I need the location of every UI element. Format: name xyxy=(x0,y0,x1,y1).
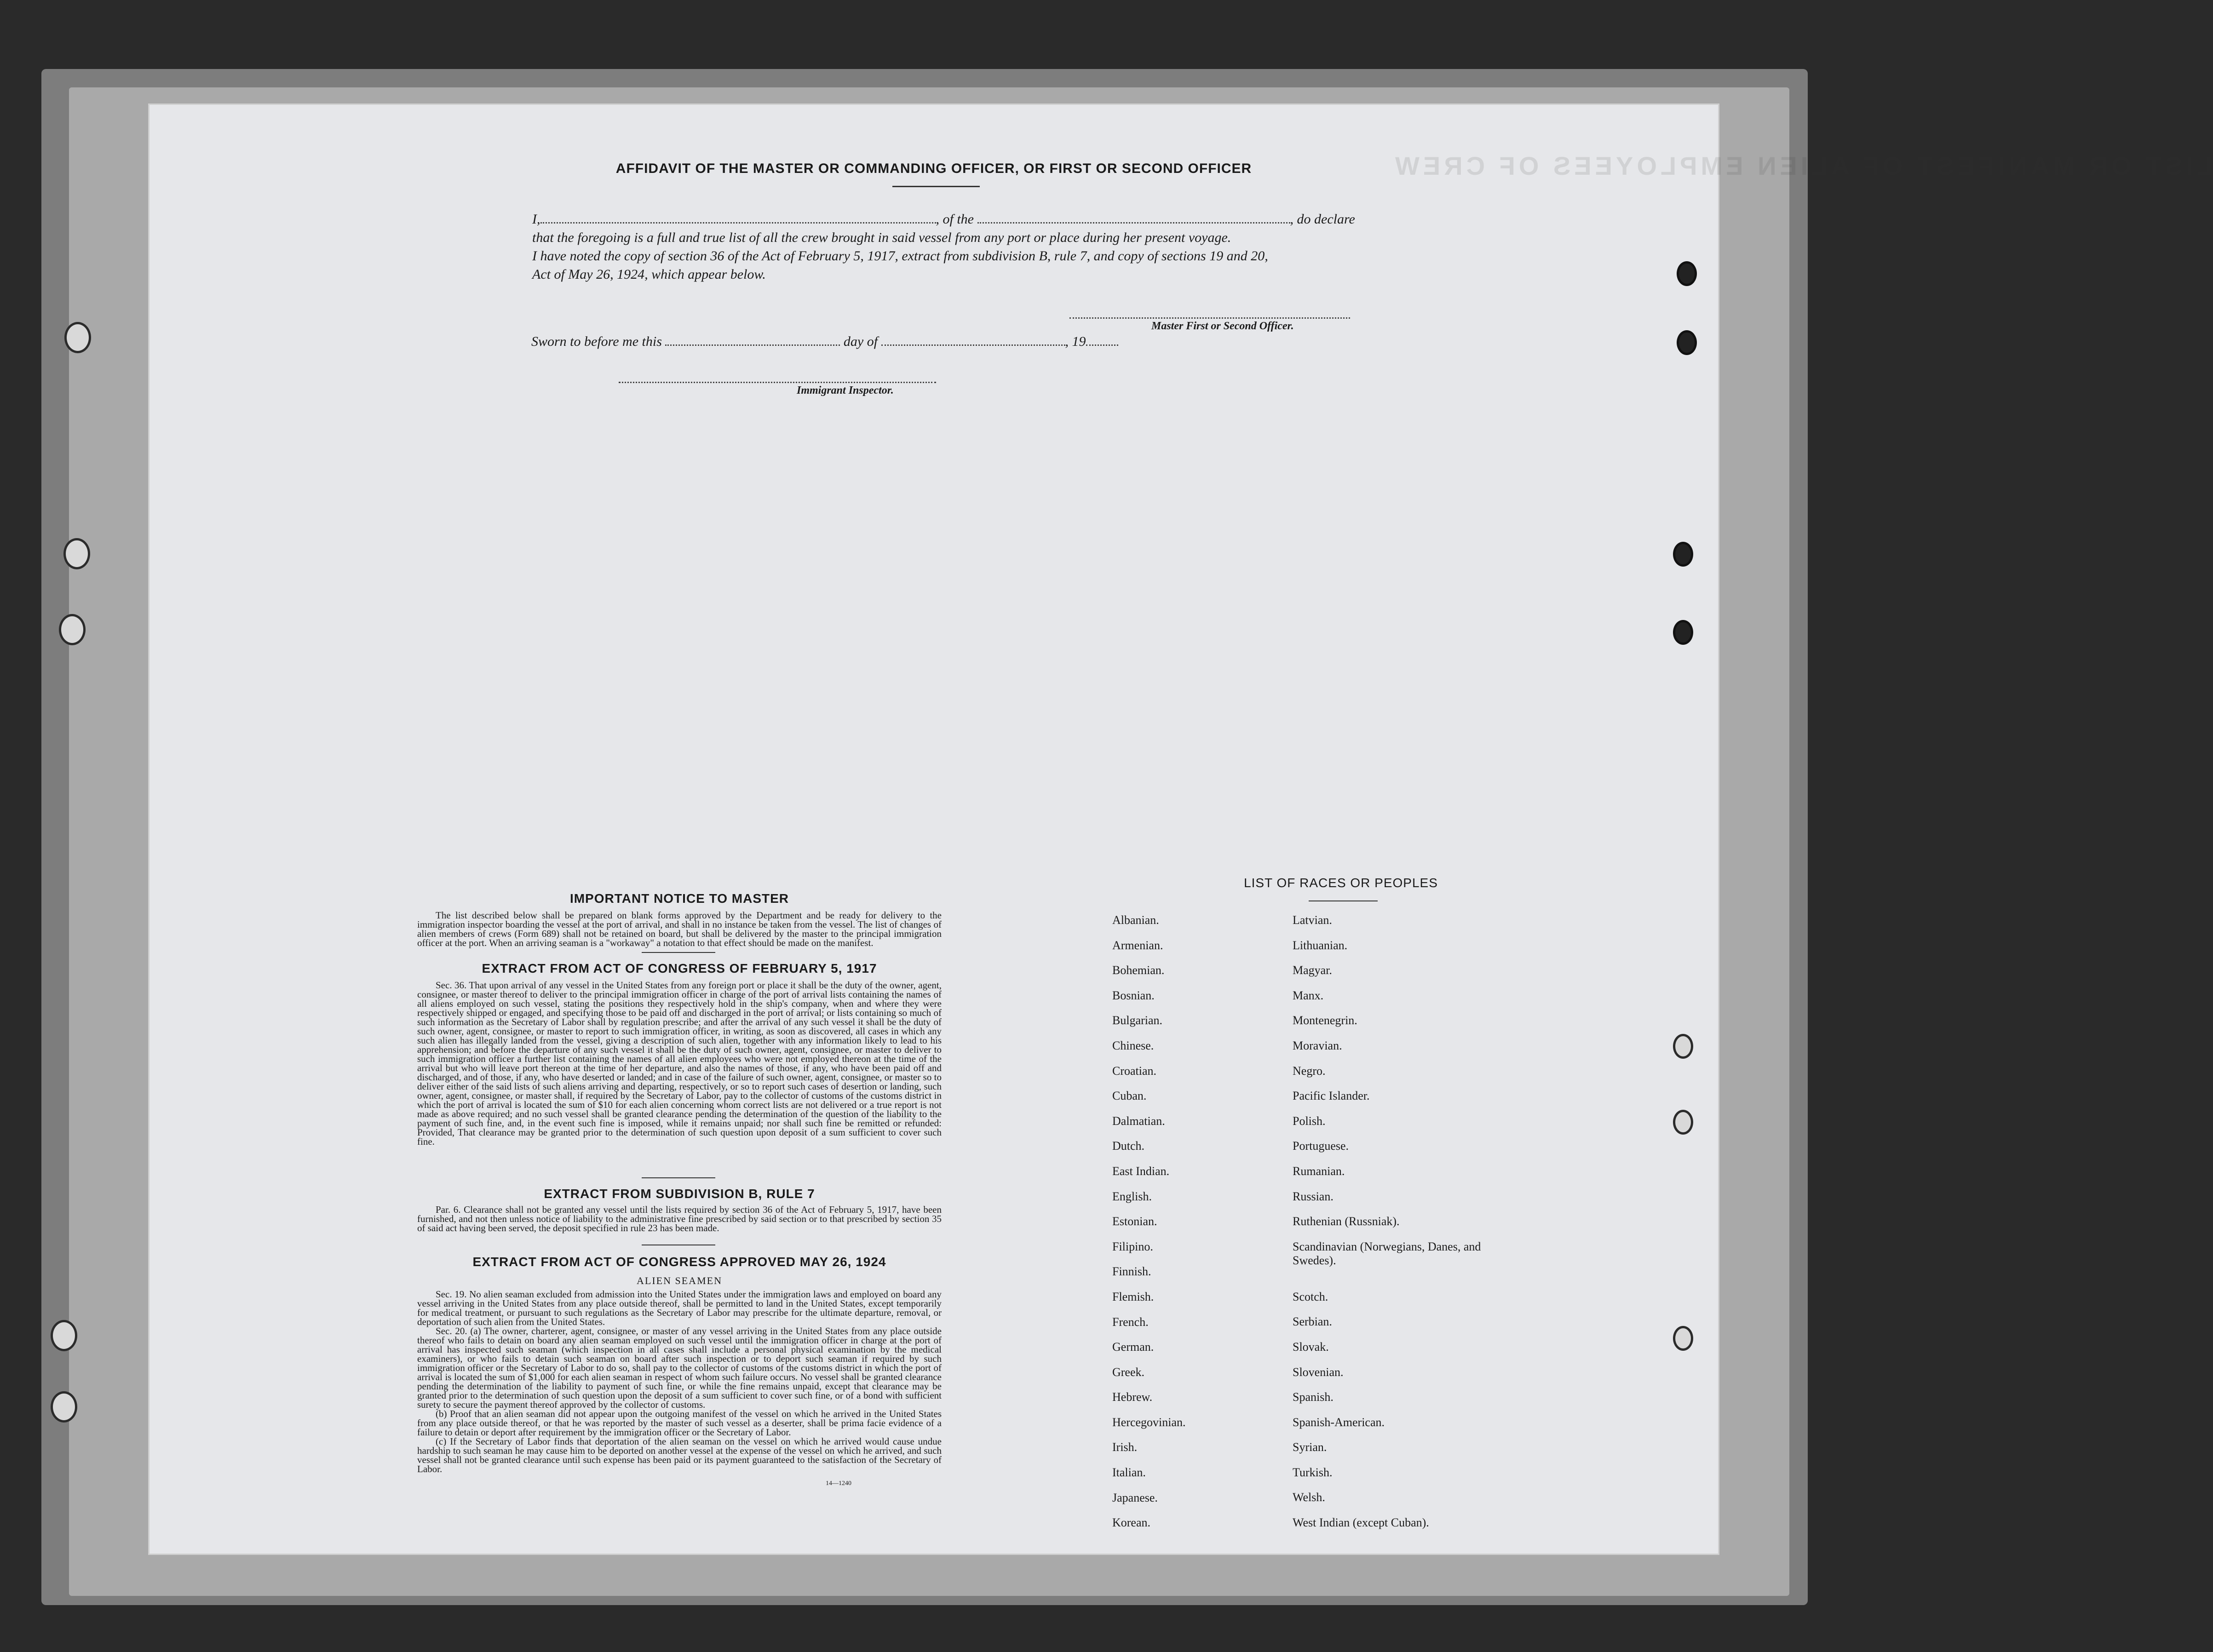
race-item: Russian. xyxy=(1293,1189,1334,1203)
sec19-paragraph: Sec. 19. No alien seaman excluded from admission into the United States under the immigration laws and employed on board any vessel arriving in the United States from any place outside thereof, shall be permitted to land in the United States, except temporarily for medical treatment, or pursuant to such regulations as the Secretary of Labor may prescribe for the ultimate departure, removal, or deportation of such alien from the United States. xyxy=(417,1289,942,1327)
sworn-line xyxy=(531,334,1118,350)
race-item: Latvian. xyxy=(1293,913,1332,927)
race-item: Syrian. xyxy=(1293,1440,1327,1454)
act1924-title: EXTRACT FROM ACT OF CONGRESS APPROVED MAY 26, 1924 xyxy=(472,1255,886,1269)
race-item: Spanish-American. xyxy=(1293,1415,1385,1429)
sworn-year-field[interactable] xyxy=(1086,334,1118,346)
binder-hole-icon xyxy=(59,614,86,645)
vessel-name-field[interactable] xyxy=(977,212,1290,224)
binder-hole-icon xyxy=(1677,261,1697,286)
manifest-page xyxy=(149,105,2213,1554)
race-item: Welsh. xyxy=(1293,1491,1325,1504)
affidavit-i-label: I, xyxy=(532,212,540,227)
binder-hole-icon xyxy=(1673,1326,1693,1351)
race-item: Serbian. xyxy=(1293,1315,1332,1329)
binder-hole-icon xyxy=(1673,1034,1693,1059)
race-item: Croatian. xyxy=(1112,1064,1157,1078)
sworn-day-of-label: day of xyxy=(843,334,878,349)
notice-rule xyxy=(642,952,715,953)
race-item: Slovak. xyxy=(1293,1340,1329,1354)
affidavit-line-2: that the foregoing is a full and true list of all the crew brought in said vessel from any port or place during her present voyage. xyxy=(532,230,1231,245)
sec20a-paragraph: Sec. 20. (a) The owner, charterer, agent, consignee, or master of any vessel arriving in the United States from any place outside thereof who fails to detain on board any alien seaman employed on such vessel until the immigration officer in charge at the port of arrival has inspected such seaman (which inspection in all cases shall include a personal physical examination by the medical examiners), or who fails to detain such seaman on board after such inspection or to deport such seaman if required by such immigration officer or the Secretary of Labor to do so, shall pay to the collector of customs of the customs district in which the port of arrival is located the sum of $1,000 for each alien seaman in respect of whom such failure occurs. No vessel shall be granted clearance pending the determination of the liability to payment of such fine, or while the fine remains unpaid, except that clearance may be granted prior to the determination of such question upon the deposit of a sum sufficient to cover such fine, or of a bond with sufficient surety to secure the payment thereof approved by the collector of customs. xyxy=(417,1325,942,1410)
master-signature-field[interactable] xyxy=(1069,307,1350,319)
affidavit-title-rule xyxy=(892,186,980,187)
sworn-year-label: , 19 xyxy=(1065,334,1086,349)
affidavit-declare-label: , do declare xyxy=(1290,212,1355,227)
binder-hole-icon xyxy=(64,322,91,353)
form-code: 14—1240 xyxy=(826,1480,851,1487)
sec20c-paragraph: (c) If the Secretary of Labor finds that deportation of the alien seaman on the vessel on which he arrived would cause undue hardship to such seaman he may cause him to be deported on another vessel at the expense of the vessel on which he arrived, and such vessel shall not be granted clearance until such expense has been paid or its payment guaranteed to the satisfaction of the Secretary of Labor. xyxy=(417,1436,942,1474)
sec20b-paragraph: (b) Proof that an alien seaman did not appear upon the outgoing manifest of the vessel on which he arrived in the United States from any place outside thereof, or that he was reported by the master of such vessel as a deserter, shall be prima facie evidence of a failure to detain or deport after requirement by the immigration officer or the Secretary of Labor. xyxy=(417,1408,942,1438)
race-item: Turkish. xyxy=(1293,1465,1333,1479)
act1917-text xyxy=(417,981,942,1146)
race-item: Dutch. xyxy=(1112,1139,1145,1153)
act1917-rule xyxy=(642,1177,715,1178)
races-left-column xyxy=(1112,913,1278,1541)
binder-hole-icon xyxy=(1673,542,1693,567)
race-item: Moravian. xyxy=(1293,1038,1342,1052)
race-item: Chinese. xyxy=(1112,1038,1154,1052)
notice-title: IMPORTANT NOTICE TO MASTER xyxy=(569,891,789,906)
act1917-title: EXTRACT FROM ACT OF CONGRESS OF FEBRUARY 5, 1917 xyxy=(482,961,877,975)
sworn-day-field[interactable] xyxy=(665,334,840,346)
race-item: Italian. xyxy=(1112,1466,1146,1480)
binder-hole-icon xyxy=(51,1391,77,1423)
race-item: Estonian. xyxy=(1112,1215,1157,1228)
race-item: West Indian (except Cuban). xyxy=(1293,1516,1429,1530)
act1917-paragraph: Sec. 36. That upon arrival of any vessel in the United States from any foreign port or place it shall be the duty of the owner, agent, consignee, or master thereof to deliver to the principal immigration officer in charge of the port of arrival lists containing the names of all aliens employed on such vessel, stating the positions they respectively hold in the ship's company, when and where they were respectively shipped or engaged, and specifying those to be paid off and discharged in the port of arrival; or lists containing so much of such information as the Secretary of Labor shall by regulation prescribe; and after the arrival of any such vessel it shall be the duty of such owner, agent, consignee, or master to report to such immigration officer, in writing, as soon as discovered, all cases in which any such alien has illegally landed from the vessel, giving a description of such alien, together with any information likely to lead to his apprehension; and before the departure of any such vessel it shall be the duty of such owner, agent, consignee, or master to deliver to such immigration officer a further list containing the names of all alien employees who were not employed thereon at the time of the arrival but who will leave port thereon at the time of her departure, and also the names of those, if any, who have been paid off and discharged, and of those, if any, who have deserted or landed; and in case of the failure of such owner, agent, consignee, or master so to deliver either of the said lists of such aliens arriving and departing, respectively, or so to report such cases of desertion or landing, such owner, agent, consignee, or master shall, if required by the Secretary of Labor, pay to the collector of customs of the customs district in which the port of arrival is located the sum of $10 for each alien concerning whom correct lists are not delivered or a true report is not made as above required; and no such vessel shall be granted clearance pending the determination of the question of the liability to the payment of such fine, and, in the event such fine is imposed, while it remains unpaid; nor shall such fine be remitted or refunded: Provided, That clearance may be granted prior to the determination of such question upon deposit of a sum sufficient to cover such fine. xyxy=(417,980,942,1147)
inspector-signature-field[interactable] xyxy=(619,372,936,383)
notice-text xyxy=(417,911,942,947)
race-item: Manx. xyxy=(1293,988,1324,1002)
races-title: LIST OF RACES OR PEOPLES xyxy=(1244,876,1438,890)
race-item: Hebrew. xyxy=(1112,1390,1153,1404)
rule7-paragraph: Par. 6. Clearance shall not be granted any vessel until the lists required by section 36 of the Act of February 5, 1917, have been furnished, and not then unless notice of liability to the administrative fine prescribed by said section or to that prescribed by section 35 of said act having been served, the deposit specified in rule 23 has been made. xyxy=(417,1204,942,1233)
rule7-title: EXTRACT FROM SUBDIVISION B, RULE 7 xyxy=(544,1187,815,1201)
master-name-field[interactable] xyxy=(540,212,936,224)
race-item: English. xyxy=(1112,1189,1152,1203)
race-item: Polish. xyxy=(1293,1114,1326,1128)
race-item: German. xyxy=(1112,1340,1154,1354)
race-item: East Indian. xyxy=(1112,1164,1170,1178)
race-item: Lithuanian. xyxy=(1293,938,1348,952)
race-item: Slovenian. xyxy=(1293,1365,1344,1379)
race-item: Montenegrin. xyxy=(1293,1014,1357,1027)
binder-hole-icon xyxy=(1673,1110,1693,1135)
sworn-month-field[interactable] xyxy=(881,334,1065,346)
race-item: Filipino. xyxy=(1112,1239,1153,1253)
race-item: Greek. xyxy=(1112,1365,1145,1379)
race-item: Korean. xyxy=(1112,1516,1151,1530)
rule7-text xyxy=(417,1205,942,1233)
race-item: Bulgarian. xyxy=(1112,1014,1163,1027)
race-item: Bosnian. xyxy=(1112,988,1155,1002)
race-item: Armenian. xyxy=(1112,938,1163,952)
race-item: Dalmatian. xyxy=(1112,1114,1165,1128)
race-item: Negro. xyxy=(1293,1064,1326,1078)
affidavit-line-3: I have noted the copy of section 36 of the Act of February 5, 1917, extract from subdivision B, rule 7, and copy of sections 19 and 20, xyxy=(532,248,1268,264)
race-item: Irish. xyxy=(1112,1440,1138,1454)
race-item: Finnish. xyxy=(1112,1265,1151,1279)
race-item: Spanish. xyxy=(1293,1390,1334,1404)
affidavit-of-the-label: , of the xyxy=(936,212,974,227)
notice-paragraph: The list described below shall be prepared on blank forms approved by the Department and be ready for delivery to the immigration inspector boarding the vessel at the port of arrival, and shall in no instance be taken from the vessel. The list of changes of alien members of crews (Form 689) shall not be retained on board, but shall be delivered by the master to the principal immigration officer at the port. When an arriving seaman is a "workaway" a notation to that effect should be made on the manifest. xyxy=(417,910,942,948)
race-item: Scotch. xyxy=(1293,1290,1328,1303)
sworn-prefix: Sworn to before me this xyxy=(531,334,662,349)
show-through: LIST OR MANIFEST OF ALIEN EMPLOYEES OF CREW xyxy=(1391,151,2213,180)
race-item: Albanian. xyxy=(1112,913,1159,927)
race-item: Japanese. xyxy=(1112,1491,1158,1504)
race-item: Portuguese. xyxy=(1293,1139,1349,1153)
race-item: Cuban. xyxy=(1112,1089,1147,1103)
affidavit-line-4: Act of May 26, 1924, which appear below. xyxy=(532,267,766,282)
act1924-subtitle: ALIEN SEAMEN xyxy=(637,1275,722,1286)
race-item: Flemish. xyxy=(1112,1290,1154,1303)
inspector-signature-label: Immigrant Inspector. xyxy=(797,384,894,396)
race-item: Hercegovinian. xyxy=(1112,1415,1186,1429)
race-item: French. xyxy=(1112,1315,1149,1329)
affidavit-title: AFFIDAVIT OF THE MASTER OR COMMANDING OFFICER, OR FIRST OR SECOND OFFICER xyxy=(615,161,1252,176)
race-item: Ruthenian (Russniak). xyxy=(1293,1215,1400,1228)
race-item: Magyar. xyxy=(1293,964,1332,977)
act1924-text xyxy=(417,1290,942,1474)
race-item: Bohemian. xyxy=(1112,964,1165,977)
binder-hole-icon xyxy=(1677,330,1697,355)
master-signature-label: Master First or Second Officer. xyxy=(1151,320,1294,332)
race-item: Pacific Islander. xyxy=(1293,1089,1370,1103)
race-item: Scandinavian (Norwegians, Danes, and Swedes). xyxy=(1293,1239,1481,1267)
races-right-column xyxy=(1293,913,1486,1541)
binder-hole-icon xyxy=(1673,620,1693,645)
binder-hole-icon xyxy=(51,1320,77,1351)
binder-hole-icon xyxy=(63,538,90,569)
race-item: Rumanian. xyxy=(1293,1164,1345,1178)
affidavit-line-1 xyxy=(532,212,1355,227)
